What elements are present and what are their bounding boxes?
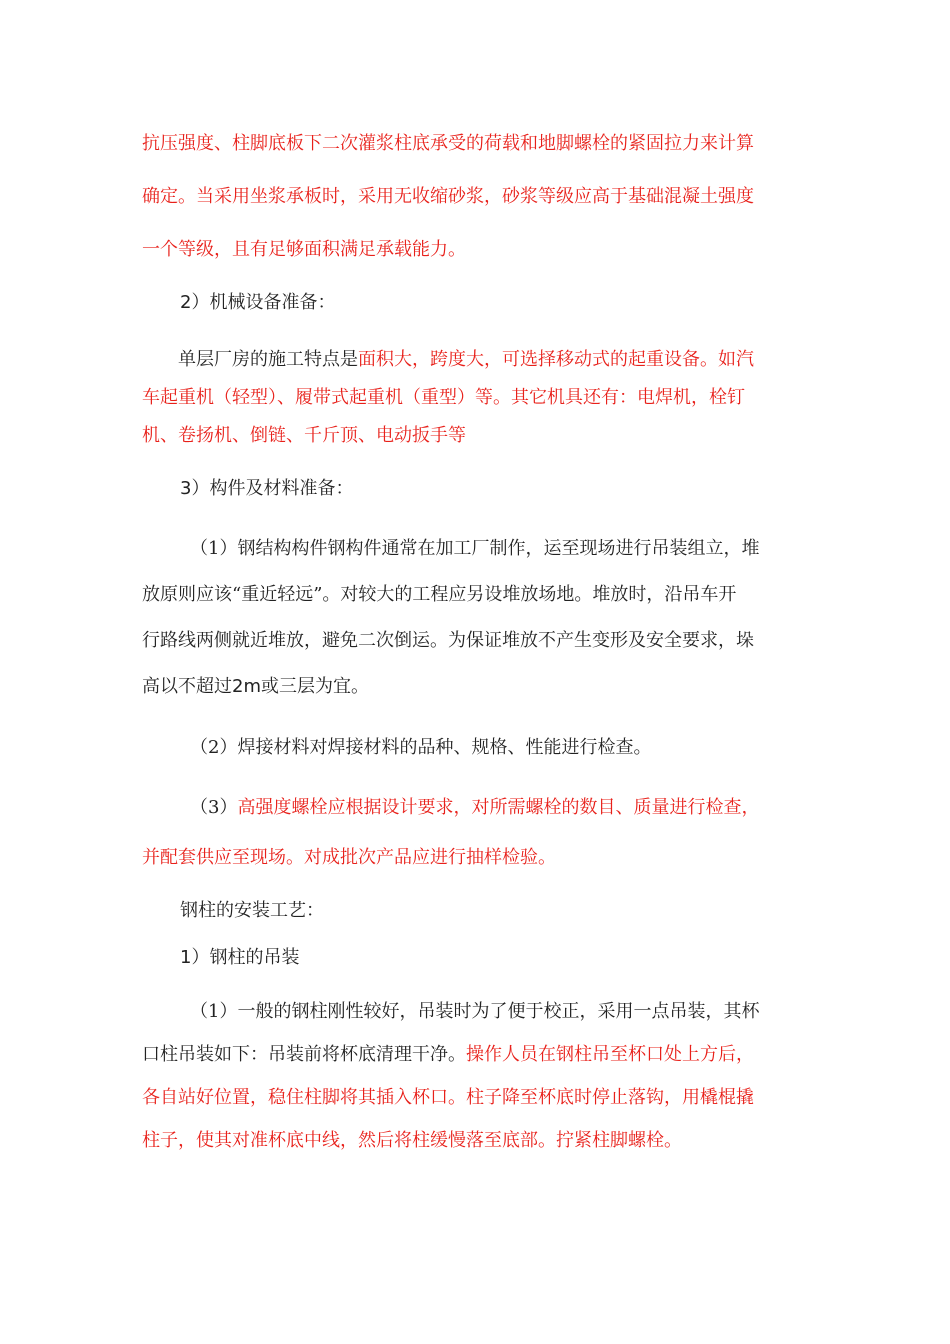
paragraph-2-line-1-highlight: 面积大，跨度大，可选择移动式的起重设备。如汽 xyxy=(358,349,754,370)
paragraph-3-line-4 xyxy=(142,675,812,699)
paragraph-4: （2）焊接材料对焊接材料的品种、规格、性能进行检查。 xyxy=(190,737,652,758)
paragraph-3-line-4-number: 2m xyxy=(232,676,261,697)
paragraph-2-line-1-plain: 单层厂房的施工特点是 xyxy=(178,349,358,370)
heading-machinery xyxy=(180,291,850,315)
paragraph-1-line-3: 一个等级，且有足够面积满足承载能力。 xyxy=(142,239,466,260)
heading-components-text: ）构件及材料准备： xyxy=(191,478,354,499)
paragraph-6-line-2-plain: 口柱吊装如下：吊装前将杯底清理干净。 xyxy=(142,1044,466,1065)
paragraph-3-line-4-b: 或三层为宜。 xyxy=(261,676,369,697)
heading-column-hoisting xyxy=(180,946,850,970)
paragraph-1-line-2: 确定。当采用坐浆承板时，采用无收缩砂浆，砂浆等级应高于基础混凝土强度 xyxy=(142,186,754,207)
paragraph-3-line-2: 放原则应该“重近轻远”。对较大的工程应另设堆放场地。堆放时，沿吊车开 xyxy=(142,584,737,605)
paragraph-3-line-4-a: 高以不超过 xyxy=(142,676,232,697)
paragraph-5-line-1 xyxy=(190,796,860,820)
heading-column-hoisting-text: ）钢柱的吊装 xyxy=(191,947,300,968)
paragraph-5-line-2: 并配套供应至现场。对成批次产品应进行抽样检验。 xyxy=(142,847,556,868)
section-title: 钢柱的安装工艺： xyxy=(180,900,324,921)
paragraph-6-line-3: 各自站好位置，稳住柱脚将其插入杯口。柱子降至杯底时停止落钩，用橇棍撬 xyxy=(142,1087,754,1108)
paragraph-6-line-2-highlight: 操作人员在钢柱吊至杯口处上方后， xyxy=(466,1044,754,1065)
heading-column-hoisting-number: 1 xyxy=(180,947,192,968)
heading-machinery-text: ）机械设备准备： xyxy=(191,292,336,313)
heading-components-number: 3 xyxy=(180,478,192,499)
paragraph-2-line-1 xyxy=(178,348,848,372)
paragraph-3-line-1: （1）钢结构构件钢构件通常在加工厂制作，运至现场进行吊装组立，堆 xyxy=(190,538,760,559)
heading-components xyxy=(180,477,850,501)
paragraph-5-line-1-plain: （3） xyxy=(190,797,238,818)
paragraph-5-line-1-highlight: 高强度螺栓应根据设计要求，对所需螺栓的数目、质量进行检查， xyxy=(237,797,760,818)
heading-machinery-number: 2 xyxy=(180,292,192,313)
paragraph-2-line-2: 车起重机（轻型）、履带式起重机（重型）等。其它机具还有：电焊机，栓钉 xyxy=(142,387,745,408)
paragraph-6-line-1: （1）一般的钢柱刚性较好，吊装时为了便于校正，采用一点吊装，其杯 xyxy=(190,1001,760,1022)
paragraph-6-line-2 xyxy=(142,1043,812,1067)
paragraph-1-line-1: 抗压强度、柱脚底板下二次灌浆柱底承受的荷载和地脚螺栓的紧固拉力来计算 xyxy=(142,133,754,154)
paragraph-6-line-4: 柱子，使其对准杯底中线，然后将柱缓慢落至底部。拧紧柱脚螺栓。 xyxy=(142,1130,682,1151)
paragraph-2-line-3: 机、卷扬机、倒链、千斤顶、电动扳手等 xyxy=(142,425,466,446)
paragraph-3-line-3: 行路线两侧就近堆放，避免二次倒运。为保证堆放不产生变形及安全要求，垛 xyxy=(142,630,754,651)
